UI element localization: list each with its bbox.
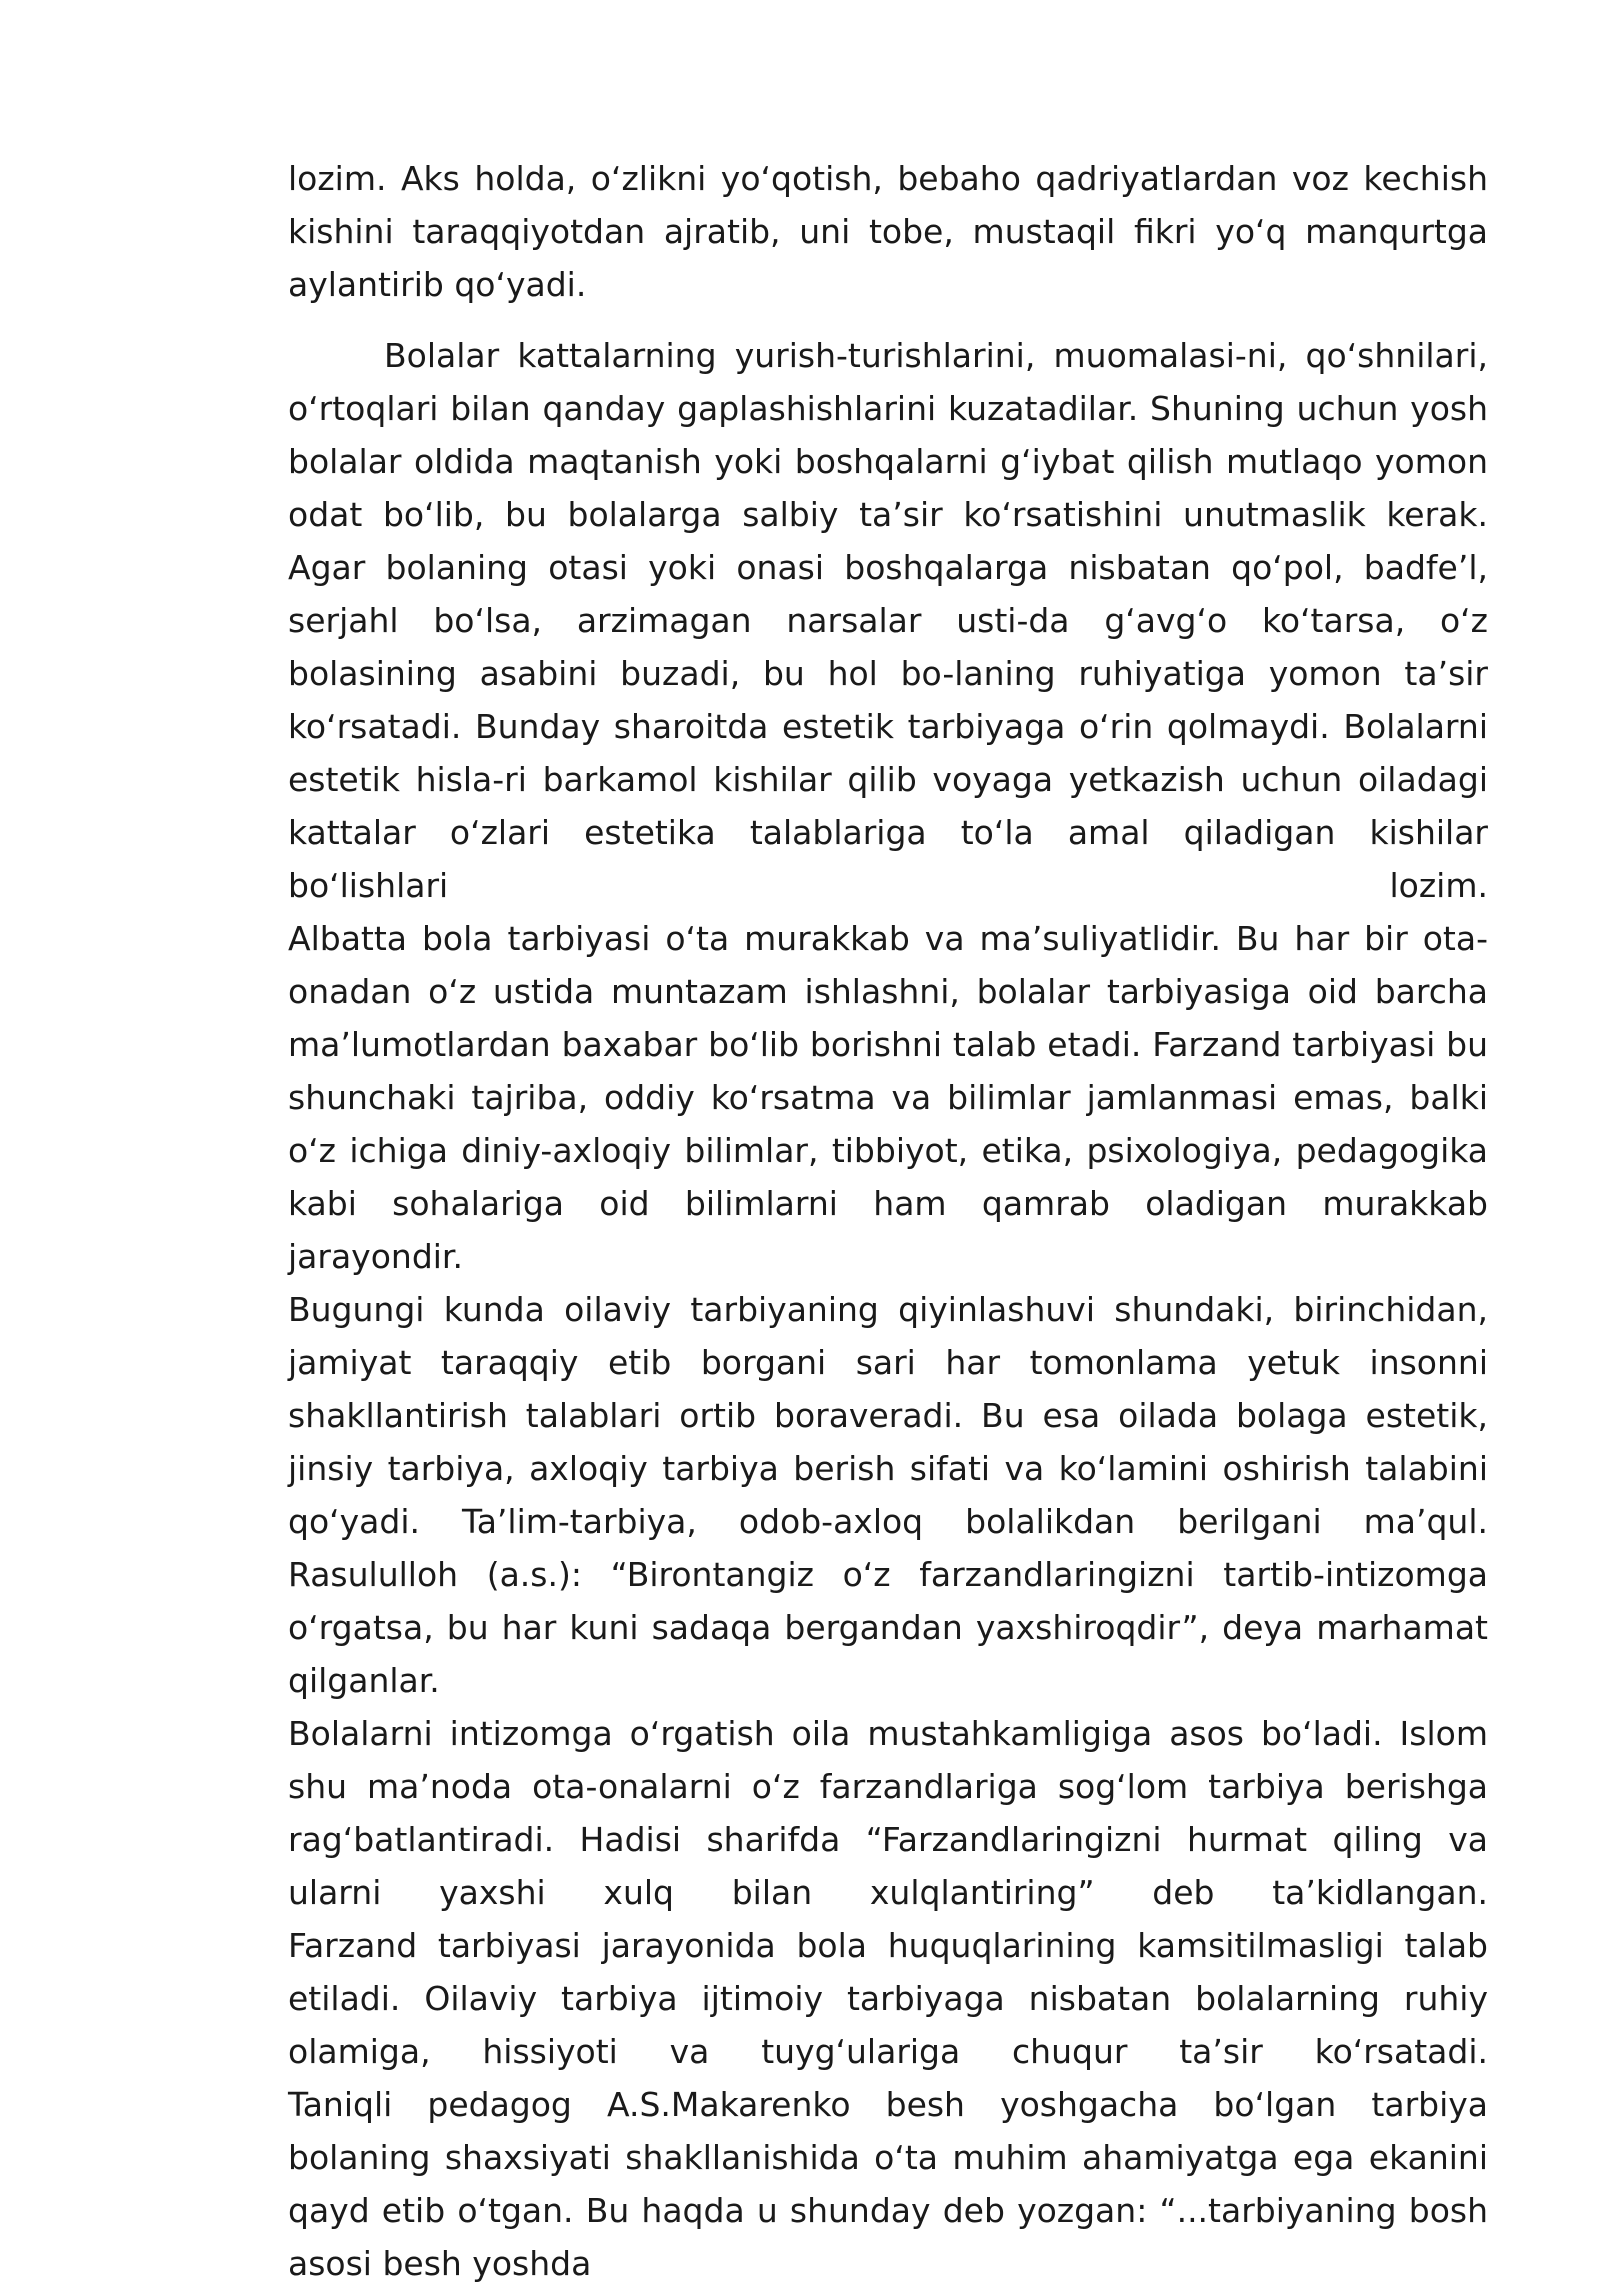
document-page — [288, 152, 1488, 2290]
paragraph-main — [288, 329, 1488, 2290]
text-segment-3: Bugungi kunda oilaviy tarbiyaning qiyinlashuvi shundaki, birinchidan, jamiyat taraqqiy etib borgani sari har tomonlama yetuk insonni shakllantirish talablari ortib boraveradi. Bu esa oilada bolaga estetik, jinsiy tarbiya, axloqiy tarbiya berish sifati va ko‘lamini oshirish talabini qo‘yadi. Ta’lim-tarbiya, odob-axloq bolalikdan berilgani ma’qul. Rasululloh (a.s.): “Birontangiz o‘z farzandlaringizni tartib-intizomga o‘rgatsa, bu har kuni sadaqa bergandan yaxshiroqdir”, deya marhamat qilganlar. — [288, 1290, 1488, 1700]
paragraph-continuation: lozim. Aks holda, o‘zlikni yo‘qotish, bebaho qadriyatlardan voz kechish kishini taraqqiyotdan ajratib, uni tobe, mustaqil fikri yo‘q manqurtga aylantirib qo‘yadi. — [288, 159, 1488, 304]
text-segment-4: Bolalarni intizomga o‘rgatish oila mustahkamligiga asos bo‘ladi. Islom shu ma’noda ota-onalarni o‘z farzandlariga sog‘lom tarbiya berishga rag‘batlantiradi. Hadisi sharifda “Farzandlaringizni hurmat qiling va ularni yaxshi xulq bilan xulqlantiring” deb ta’kidlangan. — [288, 1714, 1488, 1912]
text-segment-1: Bolalar kattalarning yurish-turishlarini, muomalasi-ni, qo‘shnilari, o‘rtoqlari bilan qanday gaplashishlarini kuzatadilar. Shuning uchun yosh bolalar oldida maqtanish yoki boshqalarni g‘iybat qilish mutlaqo yomon odat bo‘lib, bu bolalarga salbiy ta’sir ko‘rsatishini unutmaslik kerak. Agar bolaning otasi yoki onasi boshqalarga nisbatan qo‘pol, badfe’l, serjahl bo‘lsa, arzimagan narsalar usti-da g‘avg‘o ko‘tarsa, o‘z bolasining asabini buzadi, bu hol bo-laning ruhiyatiga yomon ta’sir ko‘rsatadi. Bunday sharoitda estetik tarbiyaga o‘rin qolmaydi. Bolalarni estetik hisla-ri barkamol kishilar qilib voyaga yetkazish uchun oiladagi kattalar o‘zlari estetika talablariga to‘la amal qiladigan kishilar bo‘lishlari lozim. — [288, 336, 1488, 905]
text-segment-5: Farzand tarbiyasi jarayonida bola huquqlarining kamsitilmasligi talab etiladi. Oilaviy tarbiya ijtimoiy tarbiyaga nisbatan bolalarning ruhiy olamiga, hissiyoti va tuyg‘ulariga chuqur ta’sir ko‘rsatadi. — [288, 1926, 1488, 2071]
text-segment-2: Albatta bola tarbiyasi o‘ta murakkab va ma’suliyatlidir. Bu har bir ota-onadan o‘z ustida muntazam ishlashni, bolalar tarbiyasiga oid barcha ma’lumotlardan baxabar bo‘lib borishni talab etadi. Farzand tarbiyasi bu shunchaki tajriba, oddiy ko‘rsatma va bilimlar jamlanmasi emas, balki o‘z ichiga diniy-axloqiy bilimlar, tibbiyot, etika, psixologiya, pedagogika kabi sohalariga oid bilimlarni ham qamrab oladigan murakkab jarayondir. — [288, 919, 1488, 1276]
text-segment-6: Taniqli pedagog A.S.Makarenko besh yoshgacha bo‘lgan tarbiya bolaning shaxsiyati shakllanishida o‘ta muhim ahamiyatga ega ekanini qayd etib o‘tgan. Bu haqda u shunday deb yozgan: “...tarbiyaning bosh asosi besh yoshda — [288, 2085, 1488, 2283]
